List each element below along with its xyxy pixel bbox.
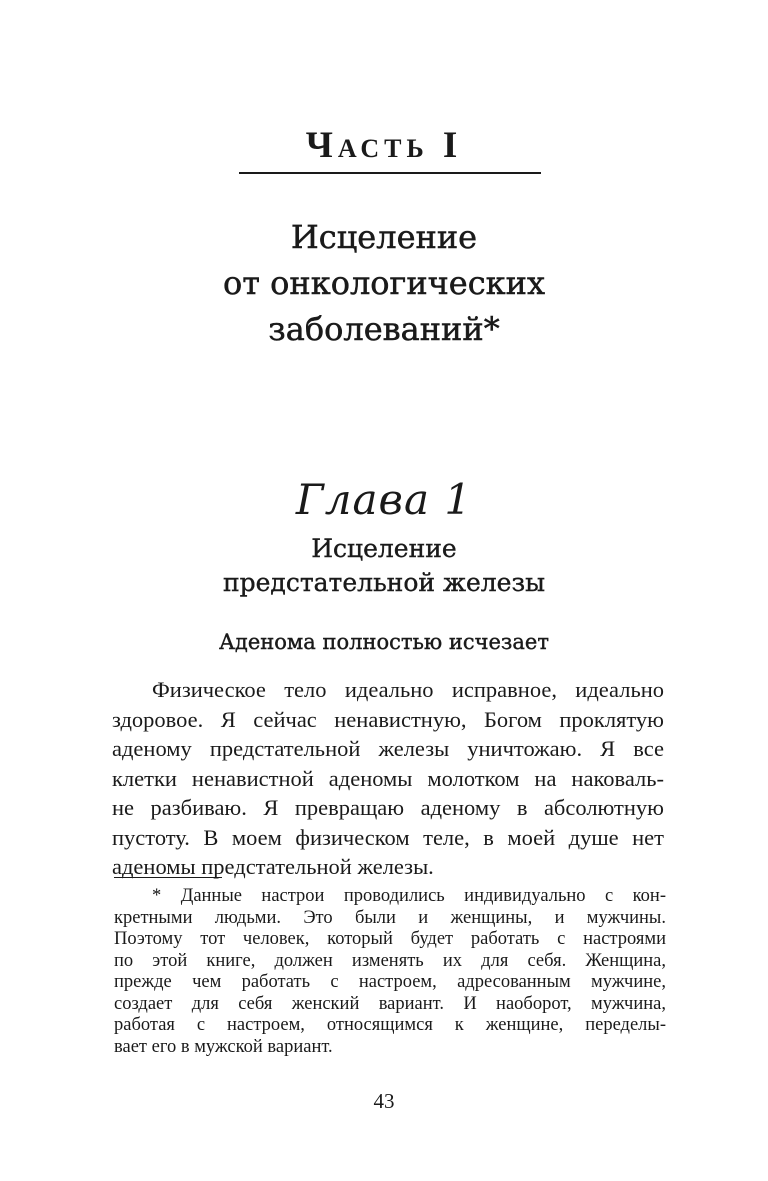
chapter-title — [0, 532, 768, 600]
page-number: 43 — [373, 1089, 395, 1113]
part-subtitle-line: заболеваний* — [268, 310, 500, 348]
footnote-line: вает его в мужской вариант. — [114, 1036, 333, 1057]
chapter-label: Глава 1 — [295, 475, 473, 524]
part-title-rule — [239, 172, 541, 174]
footnote-line: работая с настроем, относящимся к женщине, переделы- — [114, 1015, 666, 1035]
body-line: клетки ненавистной аденомы молотком на наковаль- — [112, 765, 664, 791]
section-title: Аденома полностью исчезает — [219, 630, 549, 654]
footnote-line: по этой книге, должен изменять их для себя. Женщина, — [114, 950, 666, 971]
footnote-rule — [114, 877, 222, 878]
body-line: здоровое. Я сейчас ненавистную, Богом проклятую — [112, 706, 664, 732]
footnote-line: прежде чем работать с настроем, адресованным мужчине, — [114, 972, 666, 992]
part-title: Часть I — [305, 125, 463, 166]
body-line: не разбиваю. Я превращаю аденому в абсолютную — [112, 795, 664, 820]
part-subtitle-line: от онкологических — [222, 264, 546, 302]
body-line: Физическое тело идеально исправное, идеально — [152, 677, 664, 702]
part-subtitle — [0, 214, 768, 352]
footnote-line: кретными людьми. Это были и женщины, и мужчины. — [114, 907, 666, 928]
chapter-title-line: предстательной железы — [222, 568, 546, 597]
body-line: пустоту. В моем физическом теле, в моей душе нет — [112, 824, 664, 850]
footnote — [114, 886, 666, 1058]
body-line: аденому предстательной железы уничтожаю. Я все — [112, 736, 664, 761]
part-subtitle-line: Исцеление — [290, 218, 478, 256]
body-line: аденомы предстательной железы. — [112, 854, 434, 879]
body-paragraph — [112, 675, 664, 882]
footnote-line: Поэтому тот человек, который будет работать с настроями — [114, 929, 666, 949]
footnote-line: создает для себя женский вариант. И наоборот, мужчина, — [114, 993, 666, 1014]
footnote-line: * Данные настрои проводились индивидуально с кон- — [152, 886, 666, 906]
chapter-title-line: Исцеление — [311, 534, 457, 563]
